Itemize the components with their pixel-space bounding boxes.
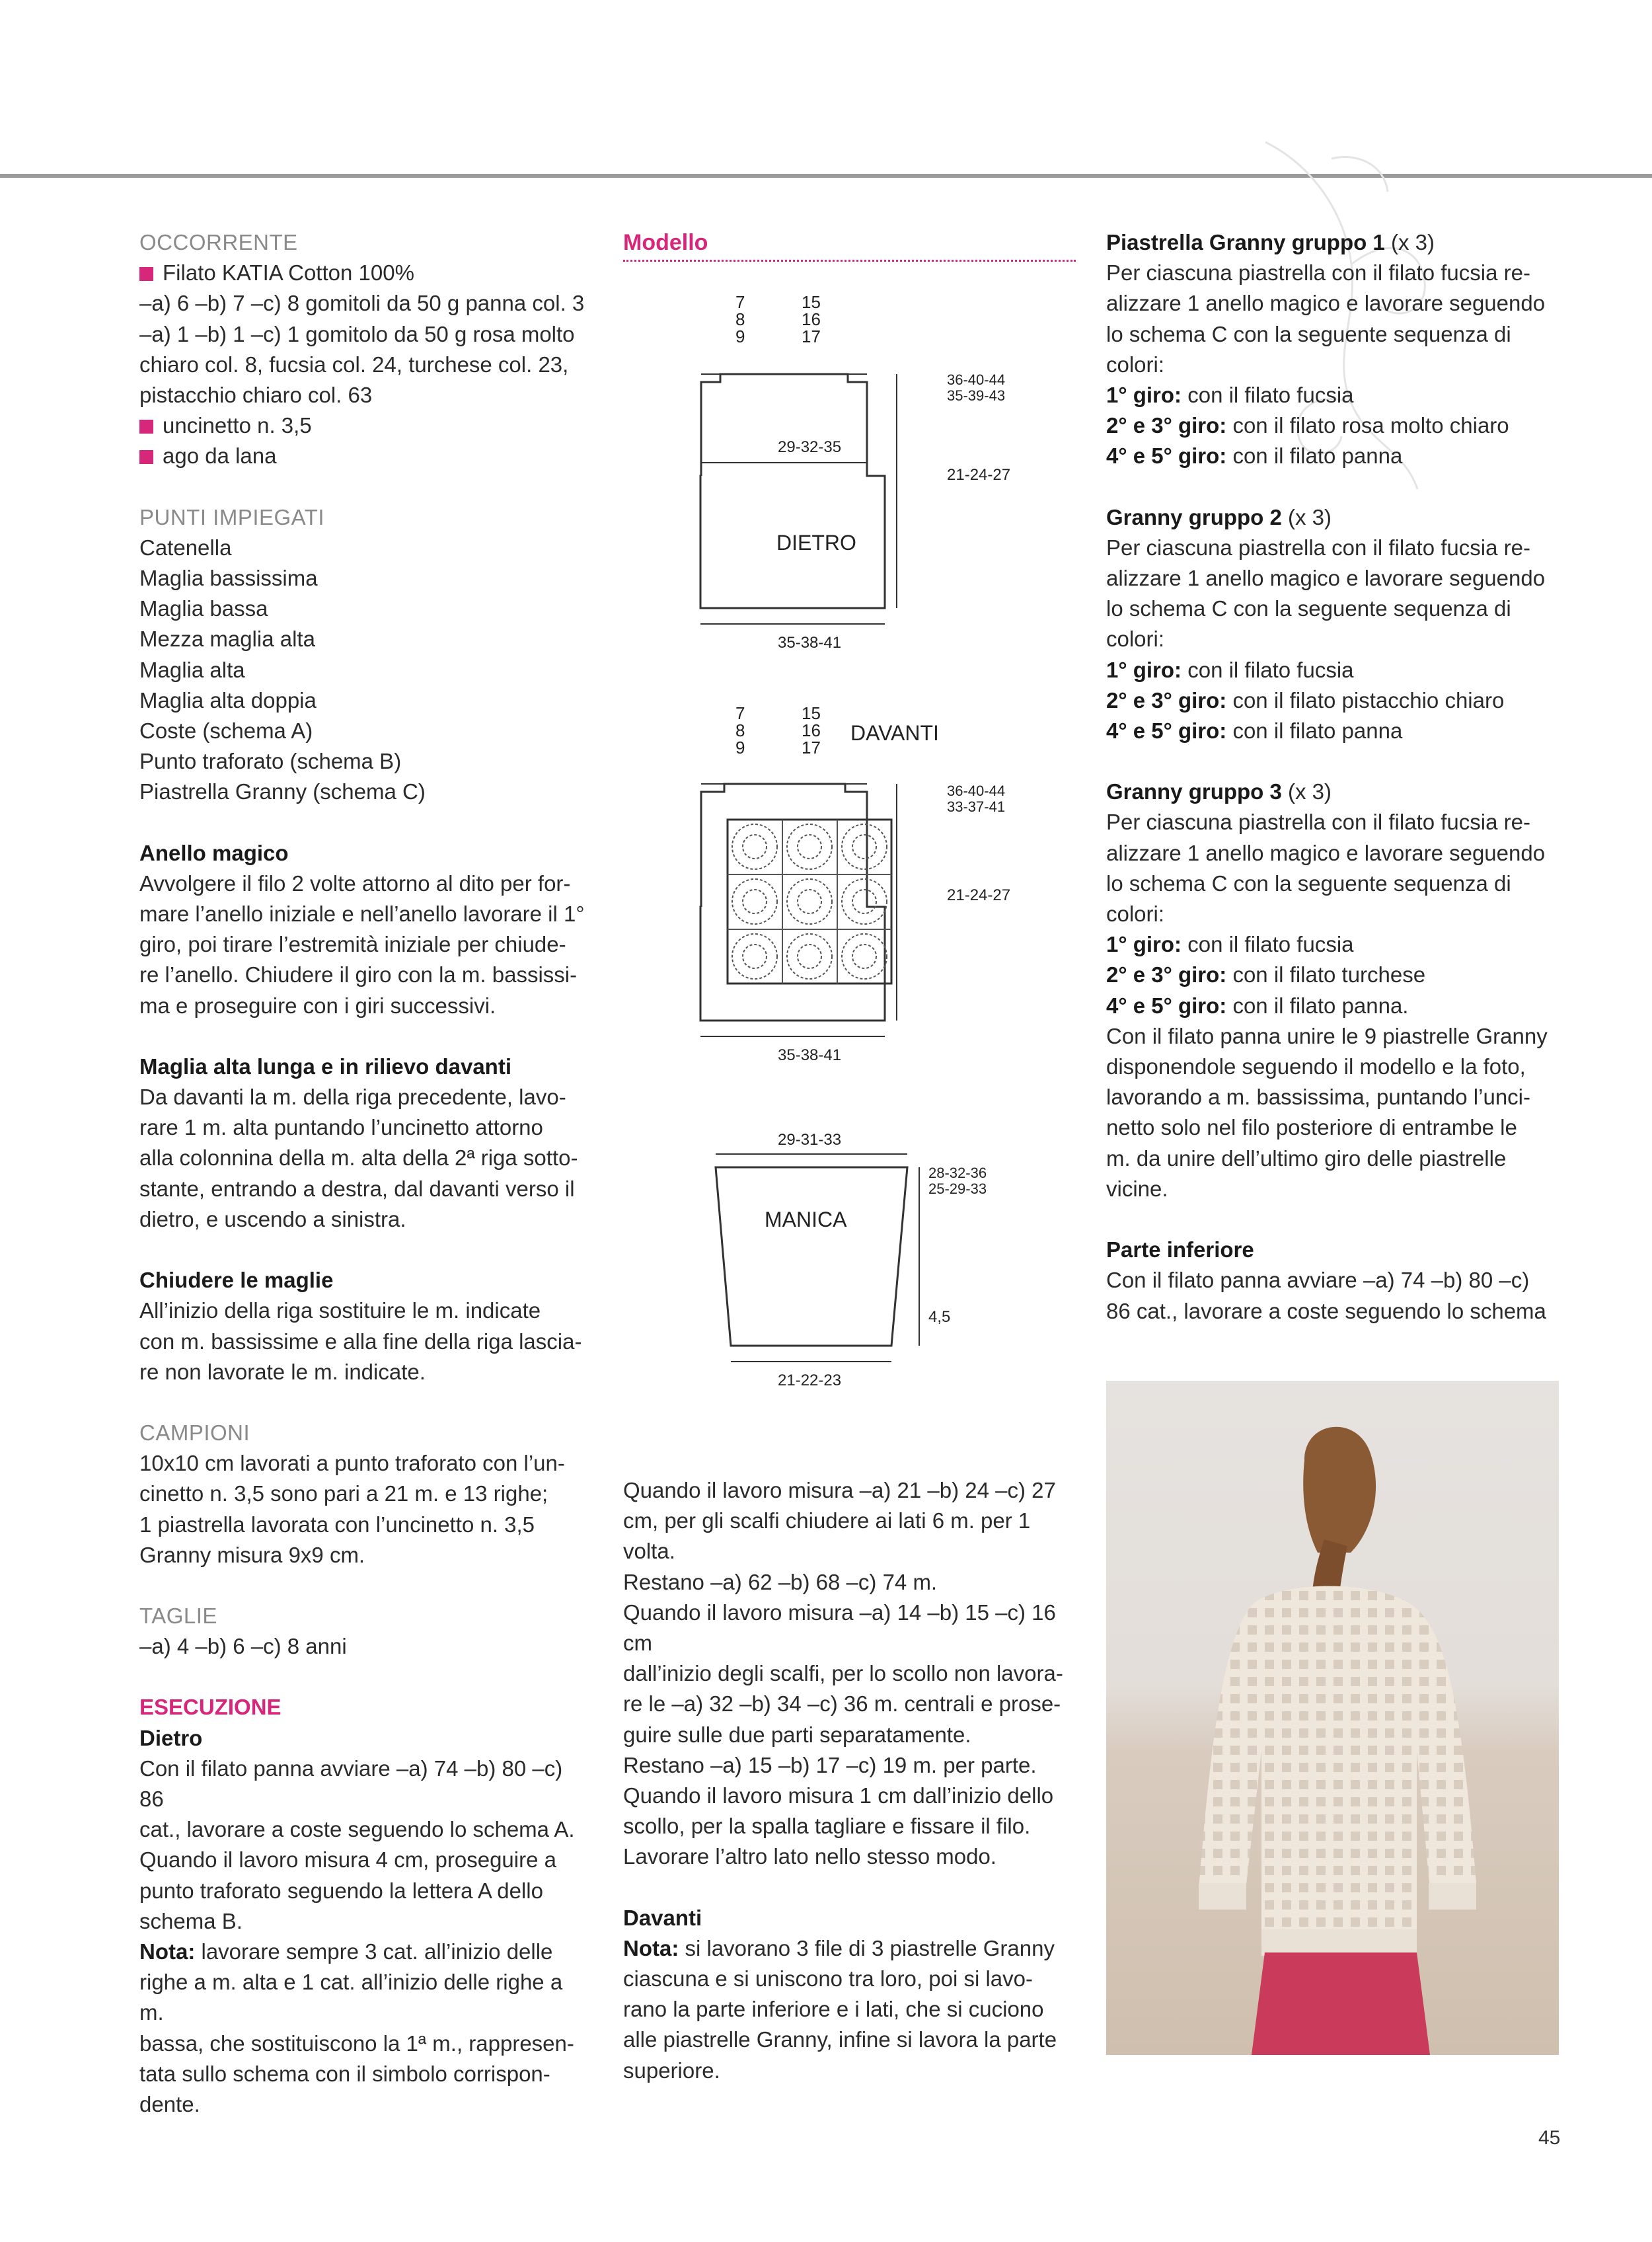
granny3-heading: Granny gruppo 3 (x 3) <box>1106 779 1332 804</box>
svg-text:35-38-41: 35-38-41 <box>778 634 842 652</box>
column-right: Piastrella Granny gruppo 1 (x 3) Per ciascuna piastrella con il filato fucsia re- alizzare 1 anello magico e lavorare seguendo lo schema C con la seguente sequenza di colori: 1° giro: con il filato fucsia 2° e 3° giro: con il filato rosa molto chiaro 4° e 5° giro: con il filato panna Granny gruppo 2 (x 3) Per ciascuna piastrella con il filato fucsia re- alizzare 1 anello magico e lavorare seguendo lo schema C con la seguente sequenza di colori: 1° giro: con il filato fucsia 2° e 3° giro: con il filato pistacchio chiaro 4° e 5° giro: con il filato panna Granny gruppo 3 (x 3) Per ciascuna piastrella con il filato fucsia re- alizzare 1 anello magico e lavorare seguendo lo schema C con la seguente sequenza di colori: 1° giro: con il filato fucsia 2° e 3° giro: con il filato turchese 4° e 5° giro: con il filato panna. Con il filato panna unire le 9 piastrelle Granny disponendole seguendo il modello e la foto, lavorando a m. bassissima, puntando l’unci- netto solo nel filo posteriore di entrambe le m. da unire dell’ultimo giro delle piastrelle vicine. Parte inferiore Con il filato panna avviare –a) 74 –b) 80 –c) 86 cat., lavorare a coste seguendo lo schema <box>1106 227 1559 1327</box>
svg-text:15: 15 <box>802 292 821 312</box>
punti-heading: PUNTI IMPIEGATI <box>139 504 325 529</box>
svg-text:21-24-27: 21-24-27 <box>947 466 1011 484</box>
svg-text:25-29-33: 25-29-33 <box>928 1180 987 1197</box>
svg-text:7: 7 <box>735 703 745 723</box>
rilievo-heading: Maglia alta lunga e in rilievo davanti <box>139 1054 511 1079</box>
occorrente-heading: OCCORRENTE <box>139 230 298 254</box>
chiudere-heading: Chiudere le maglie <box>139 1268 334 1293</box>
svg-text:8: 8 <box>735 720 745 740</box>
svg-text:36-40-44: 36-40-44 <box>947 783 1006 799</box>
granny1-heading: Piastrella Granny gruppo 1 (x 3) <box>1106 230 1435 254</box>
taglie-heading: TAGLIE <box>139 1603 217 1628</box>
schematic-diagram <box>623 278 1086 1401</box>
stitch-item: Punto traforato (schema B) <box>139 749 402 774</box>
nota-line: Nota: lavorare sempre 3 cat. all’inizio delle <box>139 1939 553 1964</box>
modello-heading: Modello <box>623 230 708 255</box>
esecuzione-heading: ESECUZIONE <box>139 1695 282 1720</box>
modello-dotted-rule <box>623 260 1076 262</box>
svg-text:8: 8 <box>735 309 745 329</box>
stitch-item: Maglia bassissima <box>139 566 318 591</box>
needle-item: ago da lana <box>139 441 592 471</box>
svg-text:7: 7 <box>735 292 745 312</box>
svg-text:17: 17 <box>802 327 821 346</box>
stitch-item: Maglia alta doppia <box>139 687 317 713</box>
manica-outline <box>716 1167 907 1346</box>
stitch-item: Maglia bassa <box>139 596 268 621</box>
stitch-item: Piastrella Granny (schema C) <box>139 779 426 804</box>
svg-text:15: 15 <box>802 703 821 723</box>
svg-text:17: 17 <box>802 738 821 757</box>
pink-square-bullet <box>139 267 153 281</box>
svg-text:16: 16 <box>802 720 821 740</box>
svg-text:36-40-44: 36-40-44 <box>947 371 1006 388</box>
child-wearing-cardigan-illustration <box>1106 1381 1559 2055</box>
davanti-heading: Davanti <box>623 1905 702 1930</box>
campioni-heading: CAMPIONI <box>139 1420 250 1445</box>
svg-text:28-32-36: 28-32-36 <box>928 1165 987 1181</box>
dietro-label: DIETRO <box>776 531 856 555</box>
granny2-heading: Granny gruppo 2 (x 3) <box>1106 504 1332 529</box>
svg-text:29-32-35: 29-32-35 <box>778 438 842 456</box>
yarn-item: Filato KATIA Cotton 100% <box>139 258 592 288</box>
svg-text:9: 9 <box>735 738 745 757</box>
davanti-label: DAVANTI <box>850 721 939 745</box>
anello-heading: Anello magico <box>139 840 289 865</box>
svg-text:35-38-41: 35-38-41 <box>778 1046 842 1064</box>
model-photo <box>1106 1381 1559 2055</box>
dietro-outline <box>700 374 885 608</box>
svg-text:9: 9 <box>735 327 745 346</box>
svg-text:16: 16 <box>802 309 821 329</box>
inferiore-heading: Parte inferiore <box>1106 1237 1254 1262</box>
pink-square-bullet <box>139 450 153 464</box>
svg-text:35-39-43: 35-39-43 <box>947 387 1006 404</box>
pink-square-bullet <box>139 420 153 434</box>
nota-line: Nota: si lavorano 3 file di 3 piastrelle Granny <box>623 1935 1055 1960</box>
dietro-heading: Dietro <box>139 1725 203 1750</box>
svg-text:29-31-33: 29-31-33 <box>778 1131 842 1149</box>
svg-text:21-24-27: 21-24-27 <box>947 886 1011 904</box>
stitch-item: Mezza maglia alta <box>139 627 315 652</box>
stitch-item: Coste (schema A) <box>139 718 313 744</box>
column-left: OCCORRENTE Filato KATIA Cotton 100% –a) 6 –b) 7 –c) 8 gomitoli da 50 g panna col. 3 –a) 1 –b) 1 –c) 1 gomitolo da 50 g rosa molto chiaro col. 8, fucsia col. 24, turchese col. 23, pistacchio chiaro col. 63 uncinetto n. 3,5 ago da lana PUNTI IMPIEGATI Catenella Maglia bassissima Maglia bassa Mezza maglia alta Maglia alta Maglia alta doppia Coste (schema A) Punto traforato (schema B) Piastrella Granny (schema C) Anello magico Avvolgere il filo 2 volte attorno al dito per for- mare l’anello iniziale e nell’anello lavorare il 1° giro, poi tirare l’estremità iniziale per chiude- re l’anello. Chiudere il giro con la m. bassissi- ma e proseguire con i giri successivi. Maglia alta lunga e in rilievo davanti Da davanti la m. della riga precedente, lavo- rare 1 m. alta puntando l’uncinetto attorno alla colonnina della m. alta della 2ª riga sotto- stante, entrando a destra, dal davanti verso il dietro, e uscendo a sinistra. Chiudere le maglie All’inizio della riga sostituire le m. indicate con m. bassissime e alla fine della riga lascia- re non lavorate le m. indicate. CAMPIONI 10x10 cm lavorati a punto traforato con l’un- cinetto n. 3,5 sono pari a 21 m. e 13 righe; 1 piastrella lavorata con l’uncinetto n. 3,5 Granny misura 9x9 cm. TAGLIE –a) 4 –b) 6 –c) 8 anni ESECUZIONE Dietro Con il filato panna avviare –a) 74 –b) 80 –c) 86 cat., lavorare a coste seguendo lo schema A. Quando il lavoro misura 4 cm, proseguire a punto traforato seguendo la lettera A dello schema B. Nota: lavorare sempre 3 cat. all’inizio delle righe a m. alta e 1 cat. all’inizio delle righe a m. bassa, che sostituiscono la 1ª m., rappresen- tata sullo schema con il simbolo corrispon- dente. <box>139 227 592 2120</box>
svg-text:33-37-41: 33-37-41 <box>947 798 1006 815</box>
stitch-item: Catenella <box>139 535 232 560</box>
manica-label: MANICA <box>765 1208 847 1231</box>
svg-text:21-22-23: 21-22-23 <box>778 1372 842 1389</box>
column-middle: Quando il lavoro misura –a) 21 –b) 24 –c) 27 cm, per gli scalfi chiudere ai lati 6 m. per 1 volta. Restano –a) 62 –b) 68 –c) 74 m. Quando il lavoro misura –a) 14 –b) 15 –c) 16 cm dall’inizio degli scalfi, per lo scollo non lavora- re le –a) 32 –b) 34 –c) 36 m. centrali e prose- guire sulle due parti separatamente. Restano –a) 15 –b) 17 –c) 19 m. per parte. Quando il lavoro misura 1 cm dall’inizio dello scollo, per la spalla tagliare e fissare il filo. Lavorare l’altro lato nello stesso modo. Davanti Nota: si lavorano 3 file di 3 piastrelle Granny ciascuna e si uniscono tra loro, poi si lavo- rano la parte inferiore e i lati, che si cuciono alle piastrelle Granny, infine si lavora la parte superiore. <box>623 1475 1076 2086</box>
hook-item: uncinetto n. 3,5 <box>139 410 592 441</box>
stitch-item: Maglia alta <box>139 657 245 682</box>
svg-text:4,5: 4,5 <box>928 1308 951 1326</box>
page-number: 45 <box>1538 2127 1561 2149</box>
taglie-text: –a) 4 –b) 6 –c) 8 anni <box>139 1634 347 1659</box>
